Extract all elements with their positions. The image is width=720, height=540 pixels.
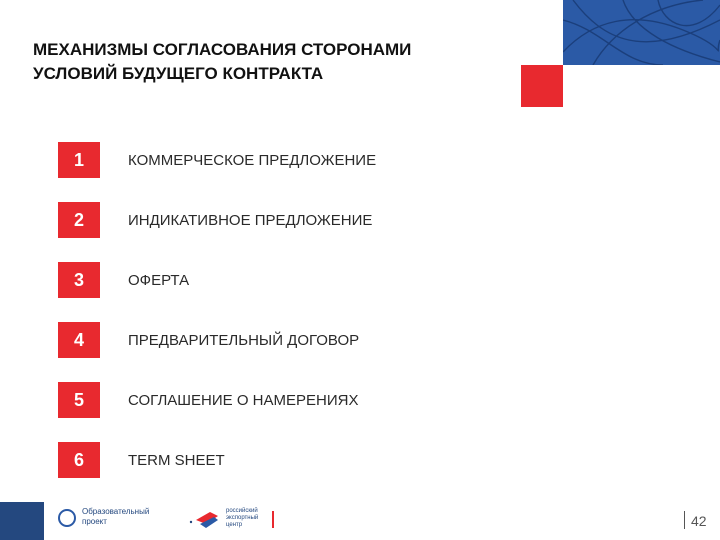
- globe-emblem-icon: [58, 509, 76, 527]
- item-label: ИНДИКАТИВНОЕ ПРЕДЛОЖЕНИЕ: [128, 212, 373, 229]
- logo2-line-1: российский: [226, 508, 258, 514]
- item-number-badge: 4: [58, 322, 100, 358]
- list-item: [58, 262, 458, 300]
- page-title: [33, 38, 533, 86]
- footer-separator: [272, 511, 274, 528]
- title-line-1: МЕХАНИЗМЫ СОГЛАСОВАНИЯ СТОРОНАМИ: [33, 40, 412, 59]
- page-number-divider: [684, 511, 685, 529]
- item-number-badge: 1: [58, 142, 100, 178]
- item-label: ПРЕДВАРИТЕЛЬНЫЙ ДОГОВОР: [128, 332, 360, 349]
- list-item: [58, 202, 458, 240]
- logo1-line-2: проект: [82, 517, 107, 526]
- item-label: СОГЛАШЕНИЕ О НАМЕРЕНИЯХ: [128, 392, 359, 409]
- item-number-badge: 3: [58, 262, 100, 298]
- logo1-line-1: Образовательный: [82, 507, 150, 516]
- item-number-badge: 6: [58, 442, 100, 478]
- logo2-line-2: экспортный: [226, 515, 259, 521]
- export-center-mark-icon: [188, 508, 222, 530]
- item-label: TERM SHEET: [128, 452, 225, 469]
- item-label: КОММЕРЧЕСКОЕ ПРЕДЛОЖЕНИЕ: [128, 152, 377, 169]
- item-number-badge: 2: [58, 202, 100, 238]
- corner-decoration-blue: [563, 0, 720, 65]
- footer-blue-block: [0, 502, 44, 540]
- page-number: 42: [691, 513, 707, 529]
- item-number-badge: 5: [58, 382, 100, 418]
- logo2-line-3: центр: [226, 522, 243, 528]
- title-line-2: УСЛОВИЙ БУДУЩЕГО КОНТРАКТА: [33, 64, 324, 83]
- list-item: [58, 322, 458, 360]
- list-item: [58, 442, 458, 480]
- item-label: ОФЕРТА: [128, 272, 190, 289]
- curves-pattern-icon: [563, 0, 720, 65]
- list-item: [58, 382, 458, 420]
- list-item: [58, 142, 458, 180]
